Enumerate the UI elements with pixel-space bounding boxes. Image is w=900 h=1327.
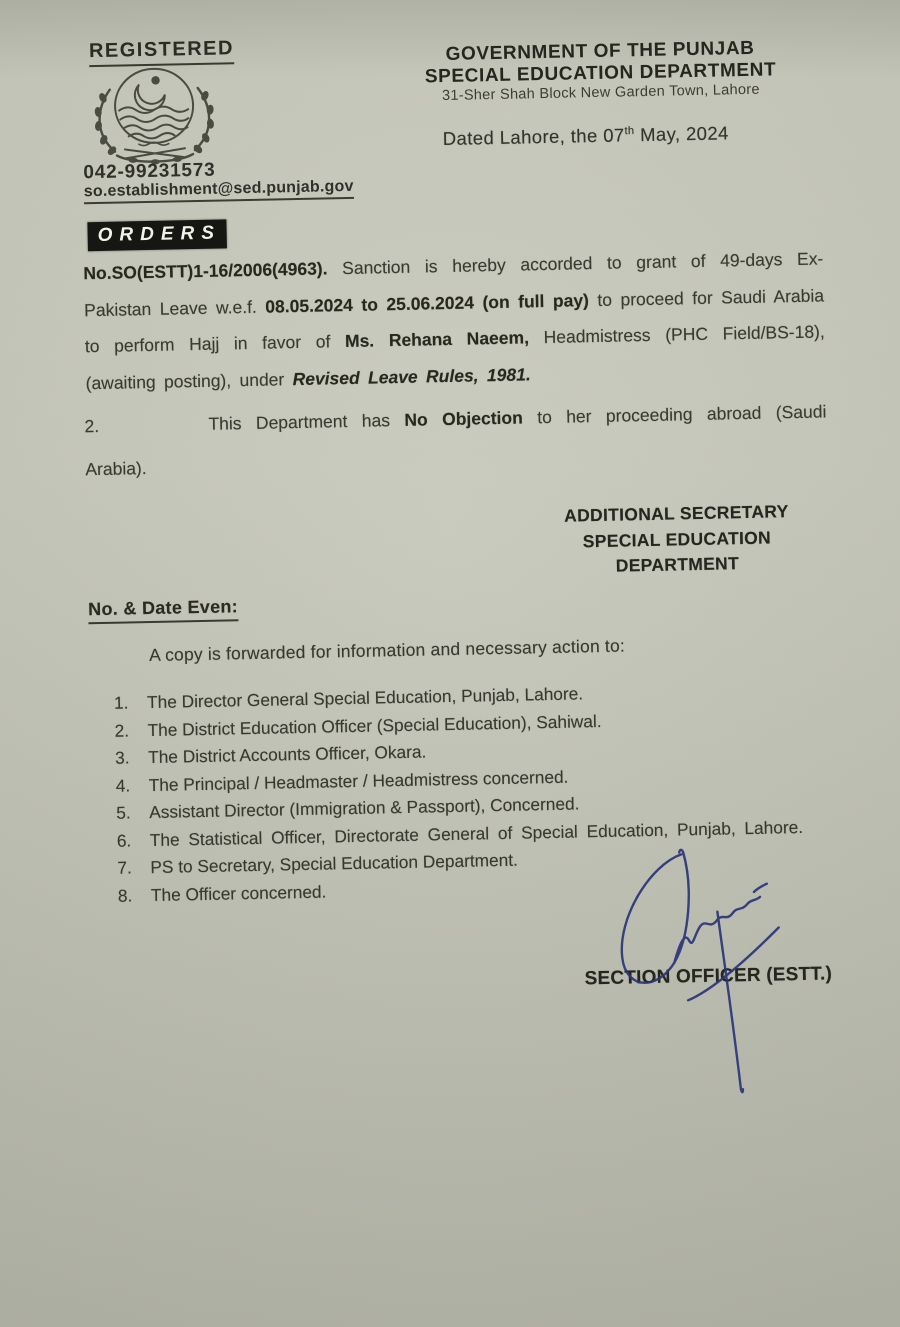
recipient-text: The Statistical Officer, Directorate General of Special Education, Punjab, Lahore.: [149, 816, 804, 850]
department-address: 31-Sher Shah Block New Garden Town, Lahore: [441, 81, 760, 105]
paragraph-text: Sanction is hereby accorded to grant of 49-days Ex-Pakistan Leave w.e.f.: [83, 248, 824, 320]
orders-heading: ORDERS: [87, 219, 227, 251]
recipient-text: The Principal / Headmaster / Headmistress concerned.: [148, 766, 569, 795]
item-number: 7.: [117, 857, 132, 878]
item-number: 8.: [117, 884, 133, 906]
paragraph-text: to her proceeding abroad (Saudi Arabia).: [85, 401, 827, 480]
punjab-government-emblem-icon: [75, 61, 231, 168]
item-number: 3.: [114, 747, 130, 768]
recipient-text: Assistant Director (Immigration & Passport), Concerned.: [149, 793, 580, 823]
recipient-text: The Director General Special Education, Punjab, Lahore.: [146, 683, 584, 713]
no-objection-paragraph: [84, 390, 828, 491]
recipient-text: The Officer concerned.: [150, 881, 327, 905]
item-number: 4.: [115, 774, 131, 796]
signatory-designation-line: ADDITIONAL SECRETARY: [563, 501, 789, 526]
item-number: 6.: [116, 829, 132, 851]
paragraph-number: 2.: [84, 416, 100, 437]
date-line: [443, 122, 729, 150]
distribution-list: [114, 678, 842, 912]
registered-stamp: REGISTERED: [89, 37, 235, 67]
reference-number: No.SO(ESTT)1-16/2006(4963).: [83, 258, 328, 284]
paragraph-text: Headmistress (PHC Field/BS-18), (awaiting posting), under: [85, 321, 825, 393]
leave-dates: 08.05.2024 to 25.06.2024 (on full pay): [265, 289, 590, 317]
phone-number: 042-99231573: [83, 159, 216, 184]
recipient-text: The District Accounts Officer, Okara.: [147, 741, 427, 768]
paragraph-text: to proceed for Saudi Arabia to perform Hajj in favor of: [84, 284, 825, 357]
additional-secretary-block: [558, 499, 795, 580]
date-ordinal: th: [624, 125, 635, 138]
section-officer-title: SECTION OFFICER (ESTT.): [584, 963, 833, 990]
forwarding-line: A copy is forwarded for information and necessary action to:: [148, 635, 626, 666]
date-text: Dated Lahore, the 07: [442, 124, 625, 150]
leave-rules-reference: Revised Leave Rules, 1981.: [292, 363, 531, 389]
no-and-date-even-heading: No. & Date Even:: [88, 596, 238, 624]
department-title: SPECIAL EDUCATION DEPARTMENT: [424, 58, 777, 87]
recipient-text: PS to Secretary, Special Education Department.: [150, 849, 519, 878]
recipient-text: The District Education Officer (Special Education), Sahiwal.: [147, 710, 602, 740]
no-objection-phrase: No Objection: [404, 407, 524, 430]
letterhead: [407, 37, 794, 105]
email-address: so.establishment@sed.punjab.gov: [84, 178, 354, 204]
date-suffix: May, 2024: [634, 122, 729, 146]
item-number: 2.: [114, 719, 130, 741]
government-title: GOVERNMENT OF THE PUNJAB: [445, 37, 755, 65]
paragraph-text: This Department has: [208, 409, 405, 434]
sanction-paragraph: [83, 240, 826, 401]
signatory-designation-line: DEPARTMENT: [615, 553, 740, 576]
item-number: 1.: [113, 692, 129, 713]
officer-name: Ms. Rehana Naeem,: [344, 327, 530, 352]
signatory-designation-line: SPECIAL EDUCATION: [582, 527, 772, 551]
item-number: 5.: [116, 802, 131, 823]
